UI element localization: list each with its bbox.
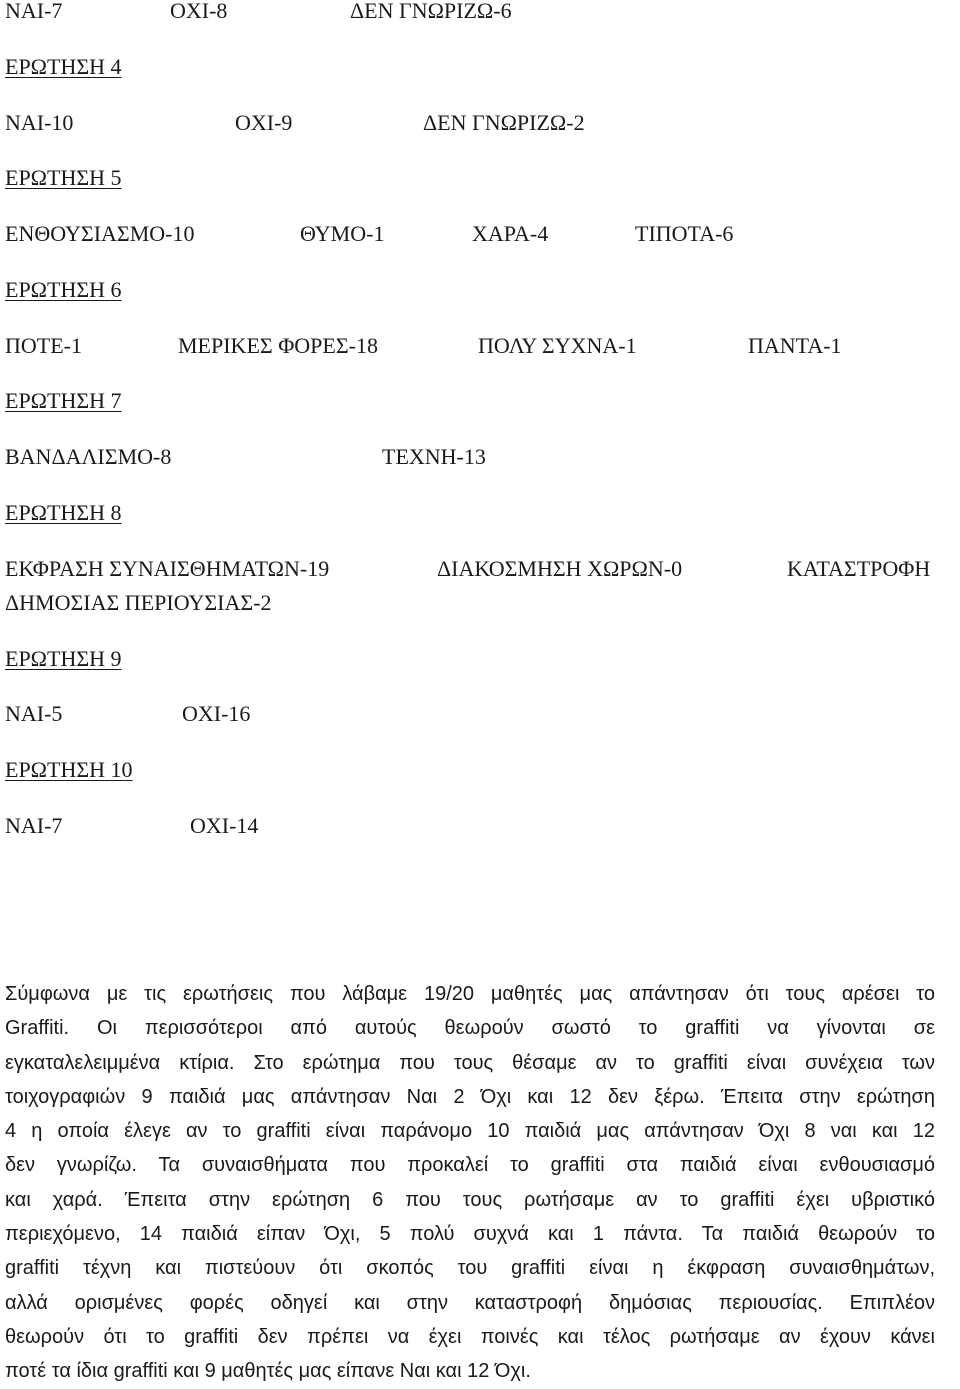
answer-count: ΟΧΙ-14 [190,813,259,838]
summary-line: Graffiti. Οι περισσότεροι από αυτούς θεωρούν σωστό το graffiti να γίνονται σε [5,1017,935,1040]
summary-line: 4 η οποία έλεγε αν το graffiti είναι παράνομο 10 παιδιά μας απάντησαν Όχι 8 ναι και 12 [5,1120,935,1143]
answer-count: ΠΟΤΕ-1 [5,333,82,358]
answer-count: ΕΝΘΟΥΣΙΑΣΜΟ-10 [5,221,195,246]
answer-count: ΤΕΧΝΗ-13 [382,444,486,469]
question-label: ΕΡΩΤΗΣΗ 6 [5,277,122,302]
answer-count: ΔΕΝ ΓΝΩΡΙΖΩ-6 [350,0,512,23]
answer-count: ΟΧΙ-16 [182,701,251,726]
answer-count: ΕΚΦΡΑΣΗ ΣΥΝΑΙΣΘΗΜΑΤΩΝ-19 [5,556,330,581]
answer-count: ΚΑΤΑΣΤΡΟΦΗ [787,556,931,581]
summary-line: περιεχόμενο, 14 παιδιά είπαν Όχι, 5 πολύ συχνά και 1 πάντα. Τα παιδιά θεωρούν το [5,1223,935,1246]
answer-count: ΝΑΙ-7 [5,0,63,23]
question-label: ΕΡΩΤΗΣΗ 10 [5,757,133,782]
answer-count: ΟΧΙ-8 [170,0,228,23]
summary-line: Σύμφωνα με τις ερωτήσεις που λάβαμε 19/20 μαθητές μας απάντησαν ότι τους αρέσει το [5,983,935,1005]
answer-count: ΒΑΝΔΑΛΙΣΜΟ-8 [5,444,172,469]
answer-count: ΝΑΙ-7 [5,813,63,838]
question-label: ΕΡΩΤΗΣΗ 4 [5,54,122,79]
question-label: ΕΡΩΤΗΣΗ 9 [5,646,122,671]
question-label: ΕΡΩΤΗΣΗ 7 [5,388,122,413]
answer-count: ΝΑΙ-5 [5,701,63,726]
answer-count: ΠΑΝΤΑ-1 [748,333,842,358]
summary-line: εγκαταλελειμμένα κτίρια. Στο ερώτημα που τους θέσαμε αν το graffiti είναι συνέχεια των [5,1051,935,1074]
answer-count: ΝΑΙ-10 [5,110,74,135]
summary-paragraph [5,977,935,1389]
answer-count: ΘΥΜΟ-1 [300,221,385,246]
question-label: ΕΡΩΤΗΣΗ 5 [5,165,122,190]
summary-line: τοιχογραφιών 9 παιδιά μας απάντησαν Ναι 2 Όχι και 12 δεν ξέρω. Έπειτα στην ερώτηση [5,1085,935,1108]
answer-count: ΔΙΑΚΟΣΜΗΣΗ ΧΩΡΩΝ-0 [437,556,683,581]
answer-count: ΤΙΠΟΤΑ-6 [635,221,734,246]
answer-count: ΧΑΡΑ-4 [472,221,549,246]
answer-count: ΔΕΝ ΓΝΩΡΙΖΩ-2 [423,110,585,135]
summary-line: δεν γνωρίζω. Τα συναισθήματα που προκαλεί το graffiti στα παιδιά είναι ενθουσιασμό [5,1154,935,1177]
summary-line: και χαρά. Έπειτα στην ερώτηση 6 που τους ρωτήσαμε αν το graffiti έχει υβριστικό [5,1188,935,1211]
summary-line: graffiti τέχνη και πιστεύουν ότι σκοπός του graffiti είναι η έκφραση συναισθημάτων, [5,1257,935,1280]
summary-line: ποτέ τα ίδια graffiti και 9 μαθητές μας είπανε Ναι και 12 Όχι. [5,1360,531,1383]
question-label: ΕΡΩΤΗΣΗ 8 [5,500,122,525]
summary-line: θεωρούν ότι το graffiti δεν πρέπει να έχει ποινές και τέλος ρωτήσαμε αν έχουν κάνει [5,1325,935,1348]
answer-count: ΔΗΜΟΣΙΑΣ ΠΕΡΙΟΥΣΙΑΣ-2 [5,590,272,615]
summary-line: αλλά ορισμένες φορές οδηγεί και στην καταστροφή δημόσιας περιουσίας. Επιπλέον [5,1291,935,1314]
answer-count: ΠΟΛΥ ΣΥΧΝΑ-1 [478,333,637,358]
answer-count: ΜΕΡΙΚΕΣ ΦΟΡΕΣ-18 [178,333,378,358]
answer-count: ΟΧΙ-9 [235,110,293,135]
